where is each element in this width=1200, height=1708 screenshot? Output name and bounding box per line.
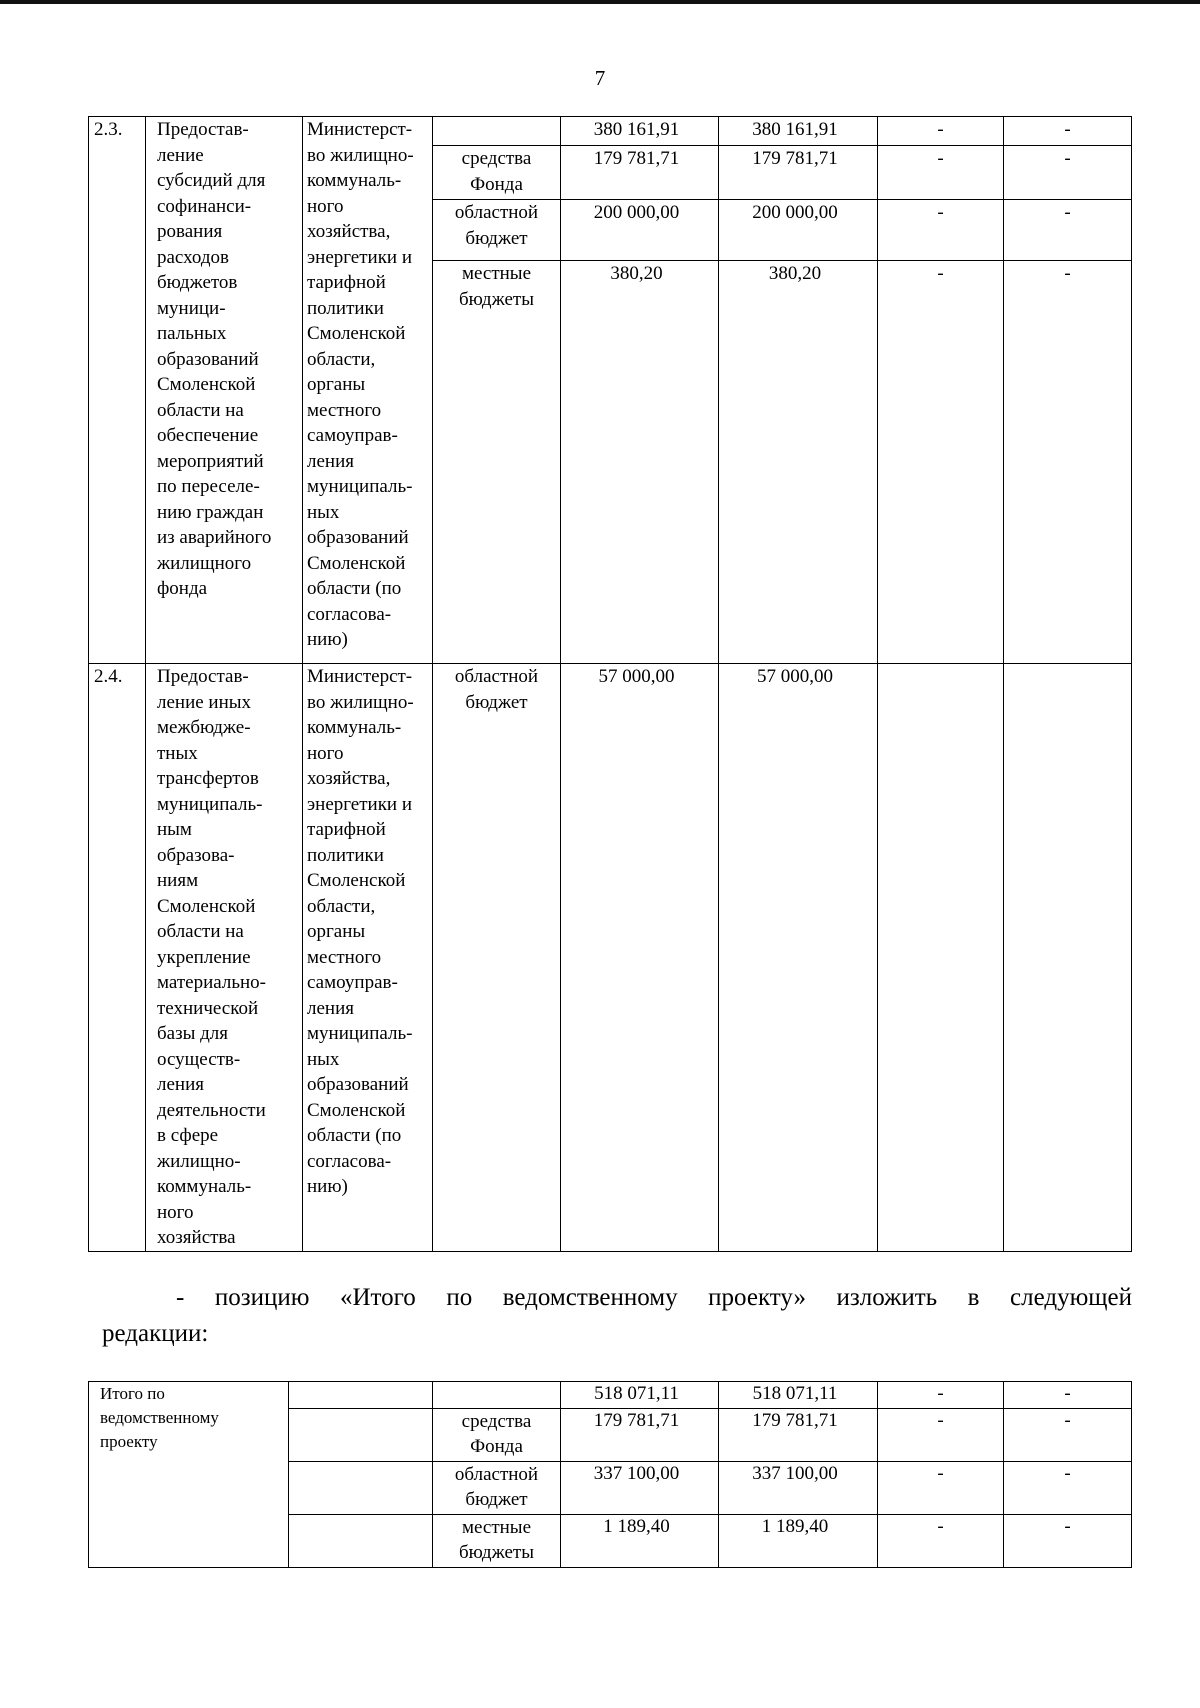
responsible-line: области, [307,895,376,917]
responsible-line: тарифной [307,819,386,840]
measure-name-line: укрепление [157,946,251,968]
table-row [89,1382,1132,1409]
measure-name-line: в сфере [157,1125,219,1146]
amount-year-3: - [1004,146,1132,200]
table-row [89,664,1132,1252]
amount-year-1: 179 781,71 [719,146,878,200]
amount-total: 380,20 [561,261,719,664]
funding-source-line: бюджеты [459,1542,534,1563]
responsible-line: муниципаль- [307,1023,413,1044]
responsible-executor [303,664,433,1252]
measure-name-line: жилищного [157,552,252,574]
measure-name-line: жилищно- [157,1150,241,1172]
responsible-line: местного [307,399,382,421]
responsible-line: хозяйства, [307,768,391,789]
measure-name-line: Предостав- [157,666,249,687]
row-number: 2.4. [89,664,146,1252]
responsible-line: энергетики и [307,793,413,815]
funding-source-line: бюджет [465,227,528,249]
responsible-line: образований [307,527,409,548]
funding-source-line: областной [454,1464,539,1485]
amount-year-3: - [1004,261,1132,664]
amount-total: 179 781,71 [561,1409,719,1462]
responsible-line: во жилищно- [307,691,414,713]
amount-year-2: - [878,146,1004,200]
funding-source-line: средства [461,148,532,169]
measure-name-line: материально- [157,972,266,993]
amount-year-1: 518 071,11 [719,1382,878,1409]
responsible-line: области, [307,348,376,370]
measure-name-line: муниципаль- [157,793,263,815]
responsible-line: Смоленской [307,323,406,344]
amount-year-2: - [878,200,1004,261]
funding-source [433,664,561,1252]
total-table [88,1381,1132,1568]
total-label-line: ведомственному [100,1408,219,1427]
measure-name-line: рования [157,221,223,242]
measure-name-line: бюджетов [157,272,238,293]
amount-year-2: - [878,1409,1004,1462]
measure-name-line: Предостав- [157,119,249,140]
total-label-line: проекту [100,1432,158,1451]
measure-name-line: осуществ- [157,1048,241,1070]
amount-year-2: - [878,261,1004,664]
paragraph-line: редакции: [102,1320,209,1347]
measure-name-line: пальных [157,323,227,344]
measure-name-line: Смоленской [157,895,256,917]
responsible-line: ных [307,501,340,523]
measure-name-line: расходов [157,246,229,268]
responsible-line: политики [307,297,384,319]
responsible-line: ных [307,1048,340,1070]
page-number: 7 [594,66,606,90]
measure-name-line: по переселе- [157,476,260,497]
measure-name [146,117,303,664]
funding-source [433,261,561,664]
amount-year-2 [878,664,1004,1252]
amount-total: 57 000,00 [561,664,719,1252]
measure-name-line: деятельности [157,1099,266,1121]
responsible-line: хозяйства, [307,221,391,242]
responsible-line: во жилищно- [307,144,414,166]
total-label-line: Итого по [100,1384,165,1403]
measure-name-line: тных [157,742,198,764]
funding-source [433,1515,561,1568]
empty-cell [289,1515,433,1568]
amount-year-1: 337 100,00 [719,1462,878,1515]
amount-total: 200 000,00 [561,200,719,261]
amount-year-1: 380,20 [719,261,878,664]
responsible-line: ления [307,450,354,472]
responsible-line: ного [307,195,344,217]
funding-source-line: бюджет [465,1489,528,1510]
measure-name-line: трансфертов [157,768,259,789]
funding-source [433,1462,561,1515]
measure-name-line: софинанси- [157,195,252,217]
measure-name-line: ным [157,819,192,840]
amount-year-1: 1 189,40 [719,1515,878,1568]
paragraph-line: - позицию «Итого по ведомственному проекту» изложить в следующей [176,1284,1132,1311]
amount-year-3 [1004,664,1132,1252]
responsible-line: коммуналь- [307,170,402,191]
amount-year-1: 200 000,00 [719,200,878,261]
funding-source-line: областной [454,202,539,223]
responsible-line: муниципаль- [307,476,413,497]
responsible-line: органы [307,374,366,395]
responsible-line: области (по [307,578,402,599]
measure-name-line: коммуналь- [157,1176,252,1197]
measure-name-line: обеспечение [157,425,259,446]
responsible-line: органы [307,921,366,942]
responsible-line: нию) [307,1176,348,1197]
measure-name-line: ного [157,1201,194,1223]
measure-name-line: ление [157,144,204,166]
funding-source-line: средства [461,1411,532,1432]
responsible-line: Смоленской [307,870,406,891]
measure-name-line: области на [157,399,244,421]
funding-source-line: местные [461,1517,532,1538]
responsible-line: согласова- [307,603,392,625]
total-label [89,1382,289,1568]
responsible-line: Смоленской [307,552,406,574]
funding-source [433,1409,561,1462]
amount-year-2: - [878,1382,1004,1409]
funding-source-line: областной [454,666,539,687]
measure-name-line: ление иных [157,691,252,713]
responsible-line: ного [307,742,344,764]
measure-name-line: образований [157,348,259,370]
measure-name-line: нию граждан [157,501,264,523]
top-border-line [0,0,1200,4]
measure-name [146,664,303,1252]
responsible-line: самоуправ- [307,972,398,993]
amount-total: 518 071,11 [561,1382,719,1409]
measure-name-line: межбюдже- [157,717,251,738]
responsible-line: тарифной [307,272,386,293]
funding-source-line: Фонда [470,173,523,195]
responsible-line: энергетики и [307,246,413,268]
responsible-line: ления [307,997,354,1019]
measure-name-line: базы для [157,1023,229,1044]
amount-year-3: - [1004,1382,1132,1409]
amount-total: 380 161,91 [561,117,719,146]
amount-year-1: 380 161,91 [719,117,878,146]
measure-name-line: области на [157,921,244,942]
responsible-line: политики [307,844,384,866]
amount-year-3: - [1004,200,1132,261]
funding-source-line: Фонда [470,1436,523,1457]
amount-year-1: 179 781,71 [719,1409,878,1462]
funding-source-line: бюджет [465,691,528,713]
empty-cell [289,1462,433,1515]
amount-total: 179 781,71 [561,146,719,200]
table-row [89,117,1132,146]
amount-total: 337 100,00 [561,1462,719,1515]
measure-name-line: ниям [157,870,199,891]
funding-source-line: бюджеты [459,288,534,310]
funding-source [433,146,561,200]
responsible-line: образований [307,1074,409,1095]
empty-cell [289,1409,433,1462]
amount-year-3: - [1004,117,1132,146]
amount-year-3: - [1004,1409,1132,1462]
responsible-line: Смоленской [307,1099,406,1121]
responsible-line: Министерст- [307,666,413,687]
measure-name-line: мероприятий [157,450,264,472]
amount-year-2: - [878,117,1004,146]
responsible-line: местного [307,946,382,968]
amount-year-2: - [878,1515,1004,1568]
measure-name-line: фонда [157,578,208,599]
amendment-paragraph [102,1280,1132,1352]
empty-cell [289,1382,433,1409]
responsible-line: коммуналь- [307,717,402,738]
amount-year-3: - [1004,1462,1132,1515]
amount-year-1: 57 000,00 [719,664,878,1252]
measure-name-line: субсидий для [157,170,266,191]
measure-name-line: образова- [157,844,235,866]
responsible-line: нию) [307,629,348,650]
responsible-line: согласова- [307,1150,392,1172]
main-table [88,116,1132,1252]
measure-name-line: из аварийного [157,527,272,548]
measure-name-line: хозяйства [157,1227,236,1248]
amount-year-2: - [878,1462,1004,1515]
funding-source [433,200,561,261]
funding-source-line: местные [461,263,532,284]
responsible-line: самоуправ- [307,425,398,446]
measure-name-line: муници- [157,297,226,319]
funding-source [433,117,561,146]
measure-name-line: ления [157,1074,204,1095]
measure-name-line: технической [157,997,259,1019]
responsible-executor [303,117,433,664]
responsible-line: Министерст- [307,119,413,140]
amount-year-3: - [1004,1515,1132,1568]
funding-source [433,1382,561,1409]
measure-name-line: Смоленской [157,374,256,395]
responsible-line: области (по [307,1125,402,1146]
row-number: 2.3. [89,117,146,664]
amount-total: 1 189,40 [561,1515,719,1568]
